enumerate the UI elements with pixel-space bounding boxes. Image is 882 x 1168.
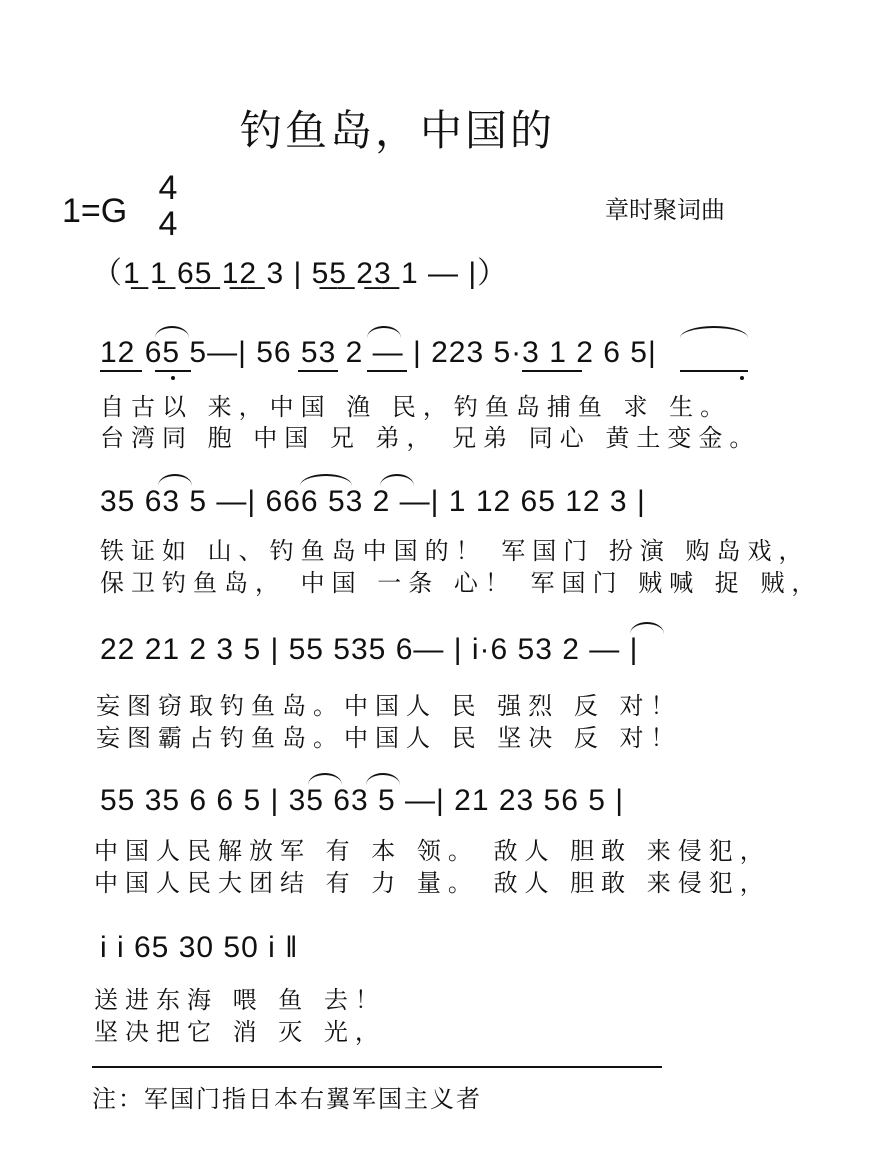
slur-mark [300, 474, 352, 486]
time-signature-top: 4 [158, 169, 178, 207]
slur-mark [158, 474, 192, 486]
system-4-notes: 55 35 6 6 5 | 35 63 5 —| 21 23 56 5 | [100, 784, 625, 817]
system-3-lyrics-1: 妄图窃取钓鱼岛。中国人 民 强烈 反 对！ [96, 692, 682, 720]
slur-mark [380, 474, 414, 486]
footnote: 注：军国门指日本右翼军国主义者 [92, 1085, 482, 1113]
system-5-lyrics-2: 坚决把它 消 灭 光， [94, 1018, 386, 1046]
beam-underline [522, 370, 582, 372]
system-1-lyrics-2: 台湾同 胞 中国 兄 弟， 兄弟 同心 黄土变金。 [100, 424, 761, 452]
system-5-lyrics-1: 送进东海 喂 鱼 去！ [94, 986, 386, 1014]
system-3-notes: 22 21 2 3 5 | 55 535 6— | i·6 53 2 — | [100, 633, 639, 666]
slur-mark [680, 326, 748, 338]
beam-underline [680, 370, 748, 372]
footnote-rule [92, 1066, 662, 1068]
beam-underline [367, 370, 407, 372]
system-4-lyrics-2: 中国人民大团结 有 力 量。 敌人 胆敢 来侵犯， [94, 869, 771, 897]
time-signature-bottom: 4 [158, 205, 178, 243]
beam-underline [100, 370, 142, 372]
slur-mark [308, 773, 342, 785]
slur-mark [155, 326, 189, 338]
slur-mark [630, 622, 664, 634]
key-signature: 1=G [62, 192, 128, 230]
system-2-notes: 35 63 5 —| 666 53 2 —| 1 12 65 12 3 | [100, 485, 646, 518]
slur-mark [367, 326, 401, 338]
song-title: 钓鱼岛，中国的 [240, 106, 556, 155]
system-2-lyrics-1: 铁证如 山、钓鱼岛中国的！ 军国门 扮演 购岛戏， [100, 537, 810, 565]
intro-notes: （1̲ 1̲ 6̲5̲ 1̲2̲ 3 | 5̲5̲ 2̲3̲ 1 — |） [92, 257, 509, 290]
system-1-notes: 12 65 5—| 56 53 2 — | 223 5·3 1 2 6 5| [100, 336, 657, 369]
system-4-lyrics-1: 中国人民解放军 有 本 领。 敌人 胆敢 来侵犯， [94, 837, 771, 865]
beam-underline [298, 370, 338, 372]
system-5-notes: i i 65 30 50 i ‖ [100, 931, 299, 964]
author-credit: 章时聚词曲 [605, 196, 725, 224]
beam-underline [155, 370, 191, 372]
system-1-lyrics-1: 自古以 来，中国 渔 民，钓鱼岛捕鱼 求 生。 [100, 393, 732, 421]
low-octave-dot [171, 376, 175, 380]
low-octave-dot [740, 376, 744, 380]
system-3-lyrics-2: 妄图霸占钓鱼岛。中国人 民 坚决 反 对！ [96, 724, 682, 752]
system-2-lyrics-2: 保卫钓鱼岛， 中国 一条 心！ 军国门 贼喊 捉 贼， [100, 569, 823, 597]
time-signature [152, 170, 184, 242]
slur-mark [366, 773, 400, 785]
